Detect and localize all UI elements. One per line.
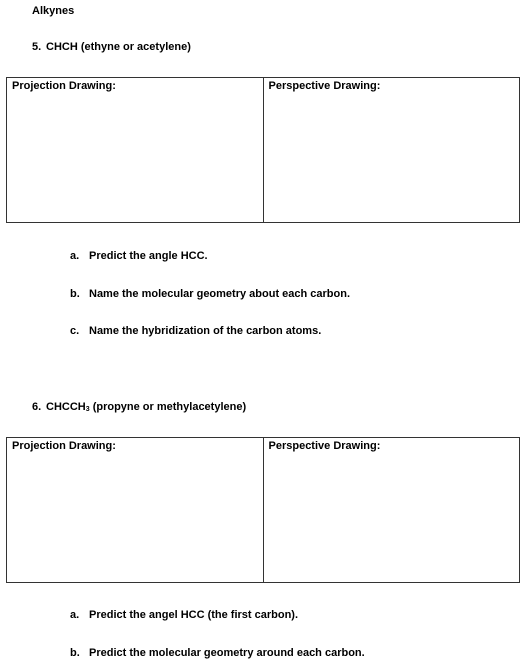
problem-6-title xyxy=(32,401,246,414)
problem-5-projection-cell xyxy=(7,78,263,222)
question-letter: a. xyxy=(70,609,80,621)
problem-6-formula-subscript: 3 xyxy=(85,406,90,413)
question-text: Predict the angel HCC (the first carbon). xyxy=(89,609,299,621)
problem-5-title xyxy=(32,41,191,54)
question-text: Predict the molecular geometry around each carbon. xyxy=(89,647,365,659)
problem-6-perspective-cell xyxy=(263,438,520,582)
problem-6-number: 6. xyxy=(32,401,42,413)
question-letter: b. xyxy=(70,288,80,300)
problem-5-drawing-table xyxy=(6,77,520,223)
problem-5-perspective-cell xyxy=(263,78,520,222)
question-letter: c. xyxy=(70,325,80,337)
problem-5-question-c xyxy=(70,325,321,338)
problem-6-drawing-table xyxy=(6,437,520,583)
problem-6-question-b xyxy=(70,647,365,660)
question-text: Name the molecular geometry about each carbon. xyxy=(89,288,351,300)
problem-5-number: 5. xyxy=(32,41,42,53)
projection-drawing-label: Projection Drawing: xyxy=(12,80,116,92)
question-letter: b. xyxy=(70,647,80,659)
problem-5-question-b xyxy=(70,288,350,301)
projection-drawing-label: Projection Drawing: xyxy=(12,440,116,452)
problem-6-formula: CHCCH xyxy=(46,401,86,413)
question-letter: a. xyxy=(70,250,80,262)
problem-5-question-a xyxy=(70,250,208,263)
question-text: Name the hybridization of the carbon atoms. xyxy=(89,325,322,337)
problem-6-formula-name: (propyne or methylacetylene) xyxy=(89,401,247,413)
problem-6-projection-cell xyxy=(7,438,263,582)
question-text: Predict the angle HCC. xyxy=(89,250,208,262)
perspective-drawing-label: Perspective Drawing: xyxy=(268,440,381,452)
page-title: Alkynes xyxy=(32,5,75,17)
perspective-drawing-label: Perspective Drawing: xyxy=(268,80,381,92)
problem-5-formula: CHCH (ethyne or acetylene) xyxy=(46,41,191,53)
problem-6-question-a xyxy=(70,609,298,622)
